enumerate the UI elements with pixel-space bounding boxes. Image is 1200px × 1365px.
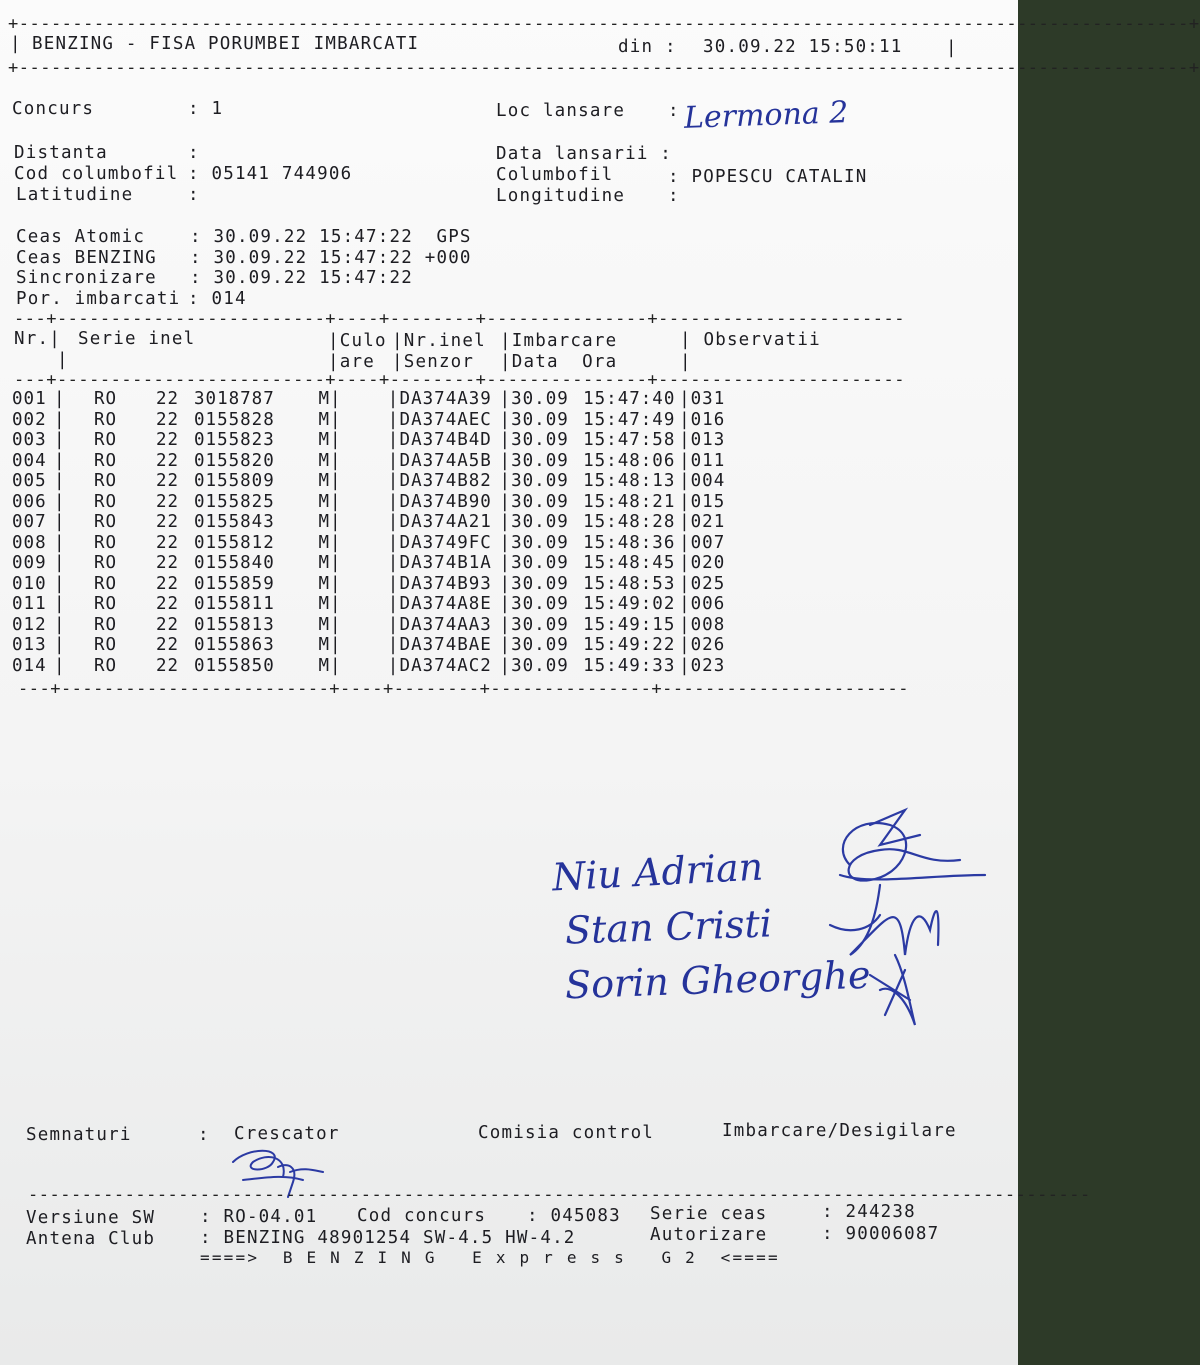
crescator-label: Crescator [234,1124,340,1144]
column-separator: | [54,430,66,451]
column-separator: | [679,553,691,574]
column-separator: | [679,491,691,512]
col-inel: 0155843 [194,512,275,533]
col-ora: 15:49:02 [583,594,676,615]
col-data: 30.09 [511,635,569,656]
comisia-control-label: Comisia control [478,1123,655,1143]
column-separator: | [330,471,342,492]
table-row [12,430,751,451]
column-separator: | [341,450,400,471]
col-senzor: DA374BAE [399,635,492,656]
col-sex: M [318,491,330,512]
imbarcare-desigilare-label: Imbarcare/Desigilare [722,1121,957,1141]
col-tara: RO [94,512,118,533]
col-inel: 0155850 [194,655,275,676]
col-sex: M [318,594,330,615]
col-tara: RO [94,491,118,512]
table-row [12,471,751,492]
column-separator: | [330,389,342,410]
column-separator: | [499,409,512,430]
latitudine-value: : [188,185,200,205]
col-nr: 005 [12,471,47,492]
col-header-pipe: | [57,350,69,370]
col-nr: 013 [12,635,47,656]
col-sex: M [318,532,330,553]
data-lansarii-label: Data lansarii : [496,144,673,164]
col-an: 22 [156,573,180,594]
col-senzor: DA374A39 [399,389,492,410]
column-separator: | [499,635,512,656]
col-inel: 0155863 [194,635,275,656]
column-separator: | [499,573,512,594]
col-tara: RO [94,450,118,471]
distanta-value: : [188,143,200,163]
col-nr: 008 [12,532,47,553]
header-top-rule: +-------------------------------------------------------------------------------------------------------------+ [8,14,1200,34]
column-separator: | [341,409,400,430]
column-separator: | [341,573,400,594]
column-separator: | [330,655,342,676]
column-separator: | [679,655,691,676]
col-header-culo: |Culo [328,331,387,351]
col-data: 30.09 [511,532,569,553]
col-nr: 007 [12,512,47,533]
col-an: 22 [156,553,180,574]
col-tara: RO [94,409,118,430]
col-tara: RO [94,430,118,451]
column-separator: | [679,450,691,471]
col-header-are: |are [328,352,375,372]
column-separator: | [499,594,512,615]
col-nr: 001 [12,389,47,410]
semnaturi-label: Semnaturi [26,1125,132,1145]
table-bottom-rule: ---+-------------------------+----+--------+---------------+----------------------- [18,679,909,699]
sincronizare-value: : 30.09.22 15:47:22 [190,268,413,288]
column-separator: | [54,512,66,533]
col-obs: 025 [690,573,726,594]
column-separator: | [54,635,66,656]
col-tara: RO [94,635,118,656]
cod-columbofil-value: : 05141 744906 [188,164,353,184]
column-separator: | [54,614,66,635]
col-header-imbarcare: |Imbarcare [500,331,618,351]
col-an: 22 [156,409,180,430]
col-senzor: DA374AC2 [399,655,492,676]
col-an: 22 [156,614,180,635]
handwritten-name-3: Sorin Gheorghe [564,952,872,1008]
col-data: 30.09 [511,614,569,635]
header-din-label: din : [618,37,677,57]
column-separator: | [341,614,400,635]
col-data: 30.09 [511,512,569,533]
col-header-data-ora: |Data Ora [500,352,618,372]
col-data: 30.09 [511,389,569,410]
column-separator: | [54,389,66,410]
col-data: 30.09 [511,430,569,451]
column-separator: | [341,491,400,512]
col-obs: 021 [690,512,726,533]
col-inel: 3018787 [194,389,275,410]
column-separator: | [341,655,400,676]
column-separator: | [341,471,400,492]
header-title: BENZING - FISA PORUMBEI IMBARCATI [32,34,420,54]
header-bottom-rule: +-------------------------------------------------------------------------------------------------------------+ [8,58,1200,78]
col-nr: 012 [12,614,47,635]
column-separator: | [54,409,66,430]
footer-rule: --------------------------------------------------------------------------------------------------- [28,1185,1091,1205]
col-senzor: DA374A21 [399,512,492,533]
concurs-value: : 1 [188,99,224,119]
col-ora: 15:49:33 [583,655,676,676]
col-data: 30.09 [511,409,569,430]
table-row [12,553,751,574]
col-senzor: DA374B90 [399,491,492,512]
col-nr: 011 [12,594,47,615]
col-tara: RO [94,389,118,410]
col-ora: 15:47:58 [583,430,676,451]
benzing-express-banner: ====> B E N Z I N G E x p r e s s G 2 <==== [200,1248,780,1267]
col-an: 22 [156,450,180,471]
col-senzor: DA374A5B [399,450,492,471]
table-row [12,574,751,595]
column-separator: | [679,573,691,594]
semnaturi-colon: : [198,1125,210,1145]
table-row [12,389,751,410]
column-separator: | [330,614,342,635]
col-ora: 15:48:53 [583,573,676,594]
col-data: 30.09 [511,450,569,471]
header-right-pipe: | [946,38,958,58]
loc-lansare-colon: : [668,101,680,121]
col-header-observatii: | Observatii [680,330,821,350]
versiune-sw-value: : RO-04.01 [200,1207,318,1227]
columbofil-value: : POPESCU CATALIN [668,167,868,187]
por-imbarcati-value: : 014 [188,289,247,309]
col-sex: M [318,512,330,533]
col-data: 30.09 [511,573,569,594]
table-row [12,512,751,533]
column-separator: | [54,655,66,676]
col-tara: RO [94,573,118,594]
col-senzor: DA374B1A [399,553,492,574]
col-nr: 006 [12,491,47,512]
col-an: 22 [156,471,180,492]
col-an: 22 [156,430,180,451]
col-sex: M [318,614,330,635]
column-separator: | [341,594,400,615]
col-obs: 013 [690,430,726,451]
column-separator: | [341,635,400,656]
col-senzor: DA374B82 [399,471,492,492]
col-tara: RO [94,655,118,676]
column-separator: | [330,573,342,594]
cod-concurs-value: : 045083 [527,1206,621,1226]
column-separator: | [679,512,691,533]
col-senzor: DA374A8E [399,594,492,615]
column-separator: | [341,532,400,553]
table-row [12,451,751,472]
header-datetime: 30.09.22 15:50:11 [703,37,903,57]
antena-club-label: Antena Club [26,1229,156,1249]
table-top-rule: ---+-------------------------+----+--------+---------------+----------------------- [14,309,905,329]
col-ora: 15:49:15 [583,614,676,635]
column-separator: | [499,430,512,451]
col-inel: 0155813 [194,614,275,635]
col-inel: 0155812 [194,532,275,553]
handwritten-name-1: Niu Adrian [550,844,765,900]
col-inel: 0155825 [194,491,275,512]
col-ora: 15:48:45 [583,553,676,574]
column-separator: | [330,532,342,553]
col-nr: 009 [12,553,47,574]
column-separator: | [54,471,66,492]
col-obs: 023 [690,655,726,676]
col-tara: RO [94,614,118,635]
autorizare-label: Autorizare [650,1225,768,1245]
col-sex: M [318,573,330,594]
loc-lansare-label: Loc lansare [496,101,626,121]
header-left-pipe: | [10,34,22,54]
loc-lansare-handwritten: Lermona 2 [683,95,849,136]
column-separator: | [54,532,66,553]
serie-ceas-value: : 244238 [822,1202,916,1222]
col-inel: 0155809 [194,471,275,492]
column-separator: | [679,532,691,553]
col-an: 22 [156,532,180,553]
col-header-serie: Serie inel [78,329,196,349]
column-separator: | [499,614,512,635]
column-separator: | [54,594,66,615]
table-row [12,656,751,677]
col-data: 30.09 [511,471,569,492]
col-senzor: DA374B93 [399,573,492,594]
col-senzor: DA3749FC [399,532,492,553]
col-data: 30.09 [511,655,569,676]
col-obs: 011 [690,450,726,471]
column-separator: | [330,553,342,574]
col-inel: 0155811 [194,594,275,615]
col-data: 30.09 [511,491,569,512]
col-senzor: DA374AEC [399,409,492,430]
col-inel: 0155828 [194,409,275,430]
col-tara: RO [94,594,118,615]
column-separator: | [679,389,691,410]
column-separator: | [54,450,66,471]
col-senzor: DA374B4D [399,430,492,451]
column-separator: | [341,512,400,533]
column-separator: | [499,655,512,676]
col-header-nrinel: |Nr.inel [392,331,486,351]
col-an: 22 [156,594,180,615]
col-ora: 15:48:21 [583,491,676,512]
col-obs: 006 [690,594,726,615]
table-row [12,594,751,615]
col-tara: RO [94,532,118,553]
ceas-benzing-value: : 30.09.22 15:47:22 +000 [190,248,472,268]
col-an: 22 [156,635,180,656]
col-obs: 015 [690,491,726,512]
table-header-rule: ---+-------------------------+----+--------+---------------+----------------------- [14,370,905,390]
col-obs: 020 [690,553,726,574]
column-separator: | [679,614,691,635]
col-nr: 004 [12,450,47,471]
col-data: 30.09 [511,553,569,574]
col-ora: 15:48:28 [583,512,676,533]
longitudine-label: Longitudine [496,186,626,206]
col-sex: M [318,450,330,471]
col-data: 30.09 [511,594,569,615]
col-ora: 15:48:36 [583,532,676,553]
serie-ceas-label: Serie ceas [650,1204,768,1224]
column-separator: | [499,450,512,471]
antena-club-value: : BENZING 48901254 SW-4.5 HW-4.2 [200,1228,576,1248]
table-row [12,635,751,656]
column-separator: | [54,573,66,594]
column-separator: | [499,389,512,410]
column-separator: | [341,553,400,574]
col-an: 22 [156,512,180,533]
distanta-label: Distanta [14,143,108,163]
col-ora: 15:49:22 [583,635,676,656]
table-row [12,615,751,636]
ceas-atomic-label: Ceas Atomic [16,227,146,247]
col-obs: 016 [690,409,726,430]
col-header-senzor: |Senzor [392,352,475,372]
por-imbarcati-label: Por. imbarcati [16,289,181,309]
col-inel: 0155823 [194,430,275,451]
col-header-nr: Nr.| [14,329,61,349]
column-separator: | [499,553,512,574]
col-ora: 15:48:13 [583,471,676,492]
handwritten-name-2: Stan Cristi [564,901,773,953]
col-an: 22 [156,491,180,512]
column-separator: | [330,409,342,430]
versiune-sw-label: Versiune SW [26,1208,156,1228]
cod-columbofil-label: Cod columbofil [14,164,179,184]
column-separator: | [499,491,512,512]
col-tara: RO [94,471,118,492]
column-separator: | [330,450,342,471]
ceas-atomic-value: : 30.09.22 15:47:22 GPS [190,227,472,247]
col-sex: M [318,635,330,656]
column-separator: | [499,512,512,533]
col-inel: 0155820 [194,450,275,471]
col-inel: 0155859 [194,573,275,594]
col-tara: RO [94,553,118,574]
column-separator: | [679,594,691,615]
col-nr: 010 [12,573,47,594]
col-nr: 003 [12,430,47,451]
col-an: 22 [156,655,180,676]
column-separator: | [679,471,691,492]
latitudine-label: Latitudine [16,185,134,205]
column-separator: | [679,409,691,430]
col-an: 22 [156,389,180,410]
col-sex: M [318,553,330,574]
col-ora: 15:47:49 [583,409,676,430]
col-ora: 15:48:06 [583,450,676,471]
column-separator: | [330,430,342,451]
column-separator: | [499,532,512,553]
concurs-label: Concurs [12,99,95,119]
col-obs: 004 [690,471,726,492]
col-inel: 0155840 [194,553,275,574]
pigeons-table [12,389,751,676]
column-separator: | [330,491,342,512]
col-sex: M [318,655,330,676]
col-obs: 008 [690,614,726,635]
column-separator: | [54,553,66,574]
column-separator: | [54,491,66,512]
cod-concurs-label: Cod concurs [357,1206,487,1226]
column-separator: | [679,430,691,451]
col-sex: M [318,471,330,492]
col-nr: 002 [12,409,47,430]
col-header-pipe-obs: | [680,352,692,372]
column-separator: | [341,430,400,451]
col-sex: M [318,389,330,410]
column-separator: | [499,471,512,492]
ceas-benzing-label: Ceas BENZING [16,248,157,268]
sincronizare-label: Sincronizare [16,268,157,288]
columbofil-label: Columbofil [496,165,614,185]
commission-signature-scribble [810,805,990,1035]
col-obs: 007 [690,532,726,553]
col-sex: M [318,430,330,451]
table-row [12,533,751,554]
col-obs: 031 [690,389,726,410]
col-nr: 014 [12,655,47,676]
autorizare-value: : 90006087 [822,1224,940,1244]
column-separator: | [341,389,400,410]
column-separator: | [330,512,342,533]
column-separator: | [330,594,342,615]
table-row [12,492,751,513]
table-row [12,410,751,431]
col-senzor: DA374AA3 [399,614,492,635]
col-ora: 15:47:40 [583,389,676,410]
column-separator: | [330,635,342,656]
col-obs: 026 [690,635,726,656]
column-separator: | [679,635,691,656]
col-sex: M [318,409,330,430]
longitudine-value: : [668,186,680,206]
